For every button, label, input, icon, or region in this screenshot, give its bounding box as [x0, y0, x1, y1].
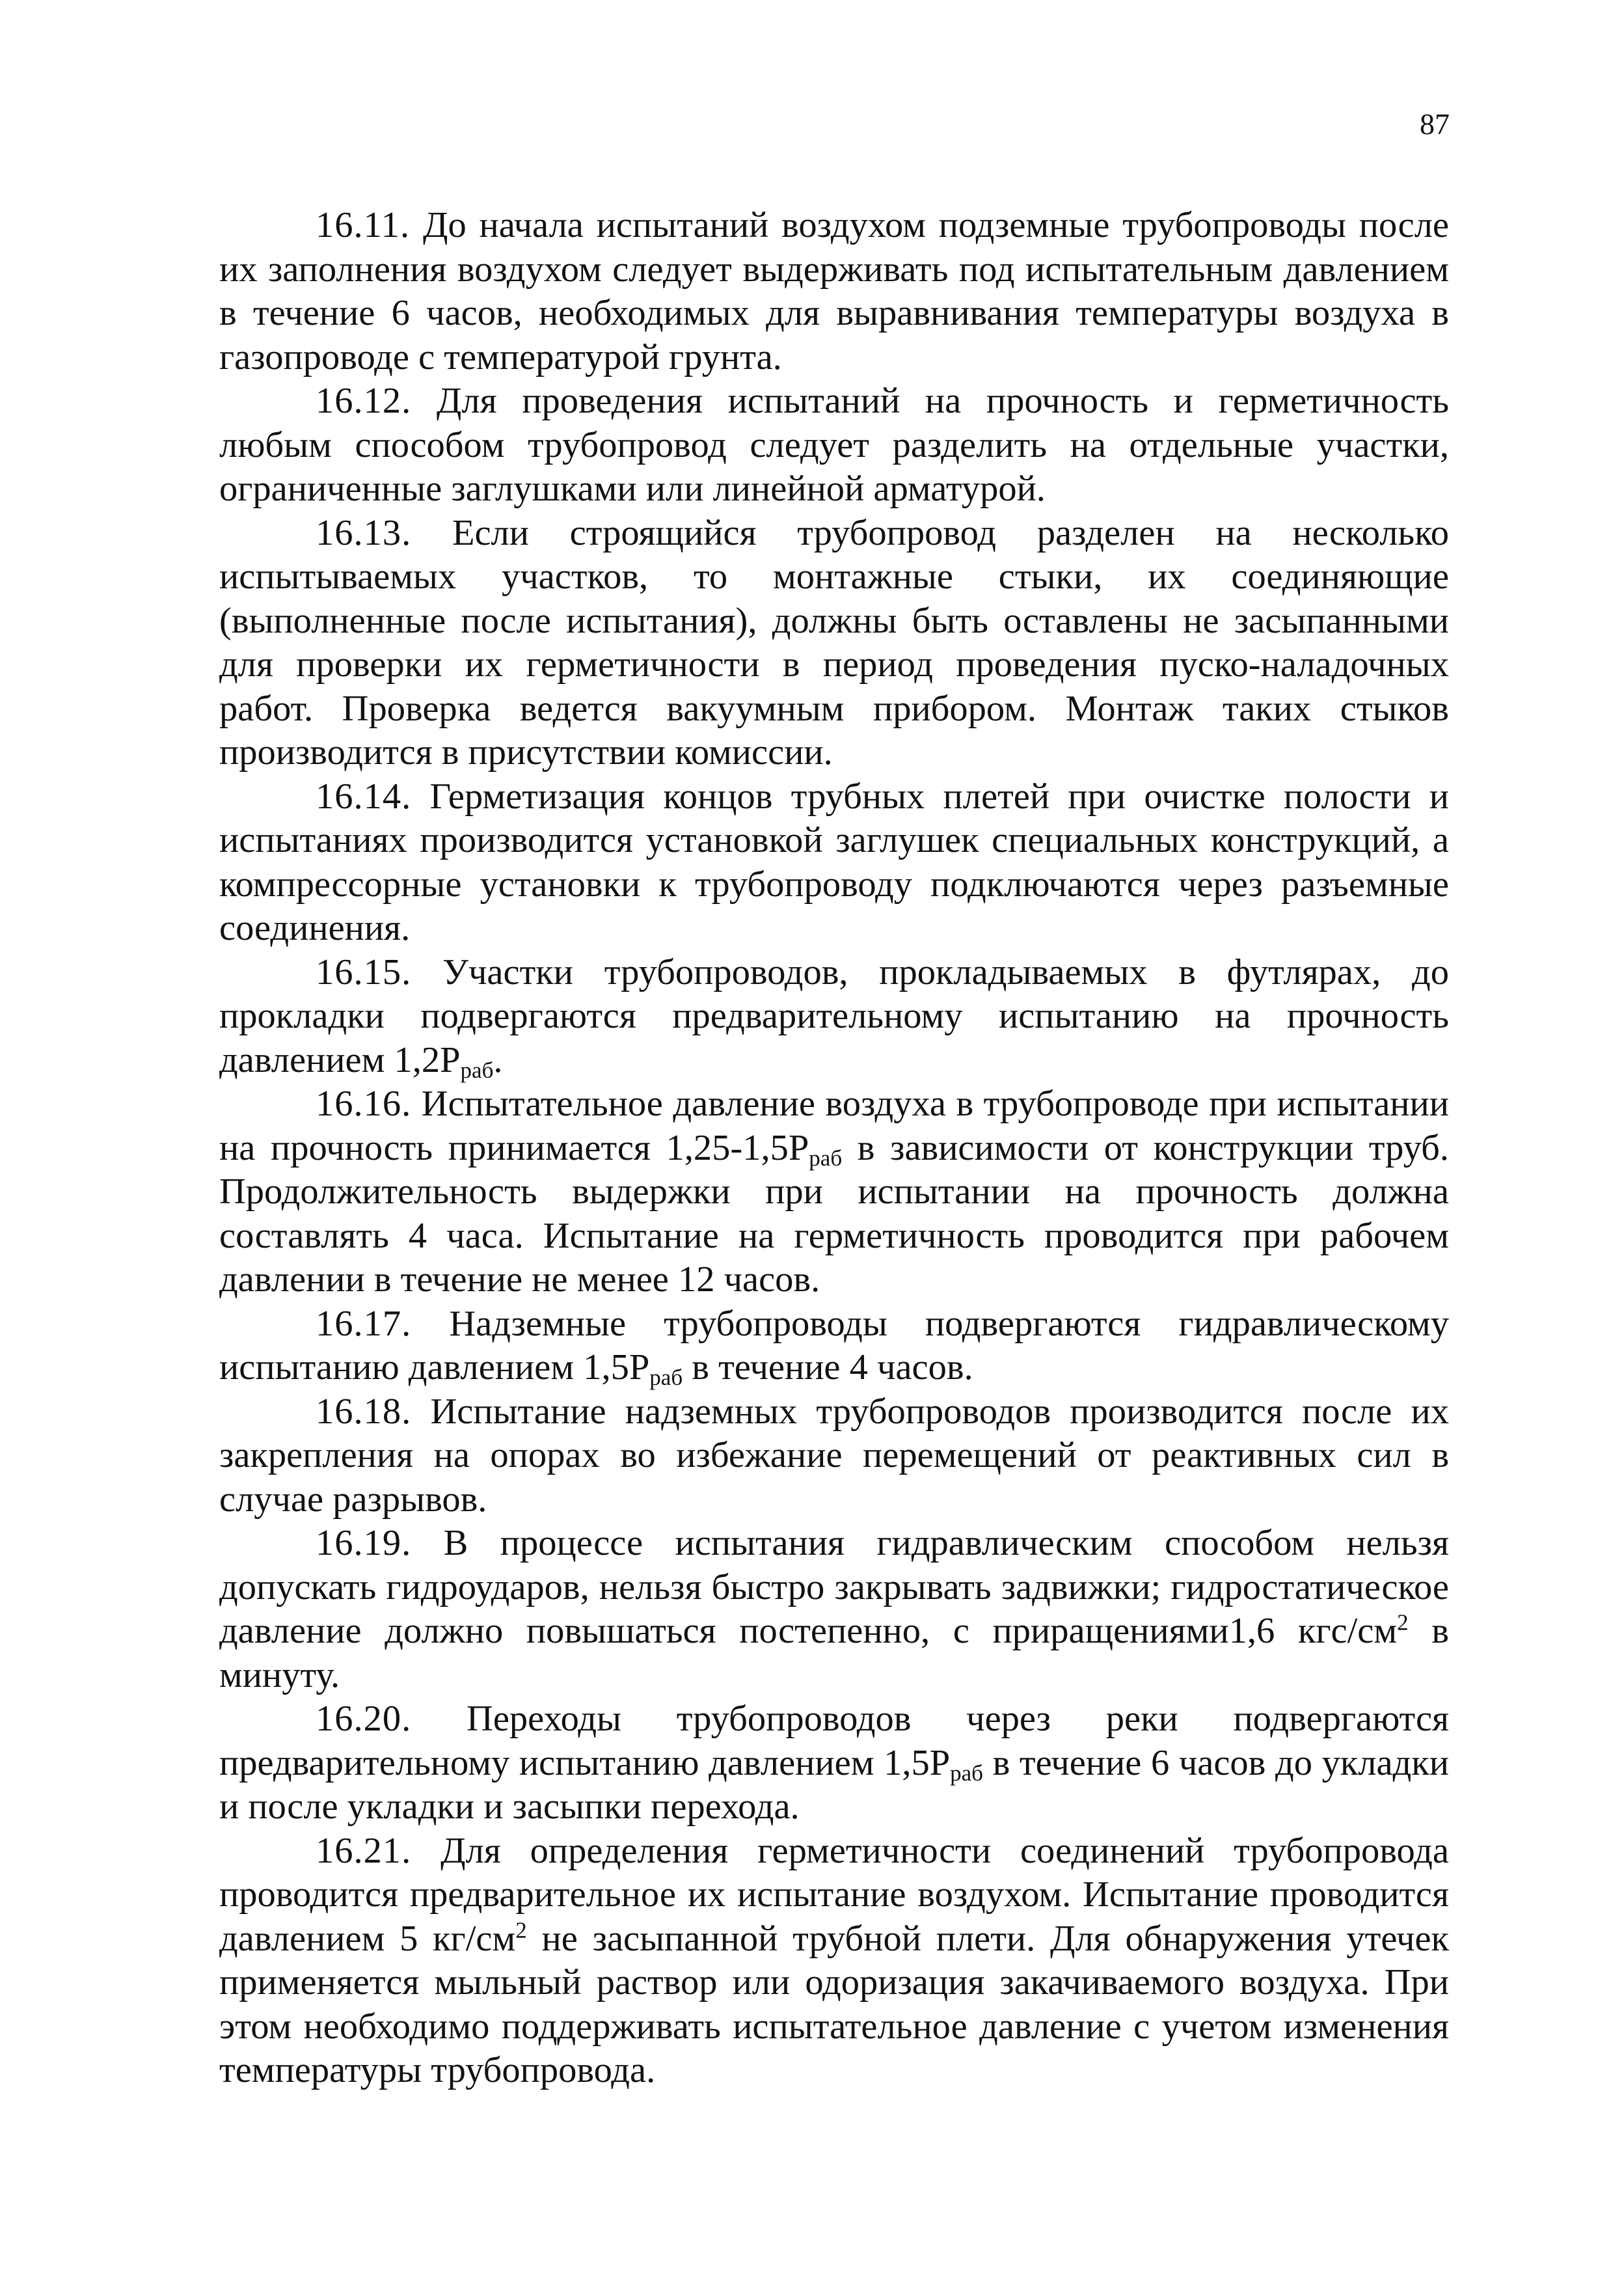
- subscript: раб: [950, 1760, 983, 1786]
- paragraph-text: В процессе испытания гидравлическим способом нельзя допускать гидроударов, нельзя быстро закрывать задвижки; гидростатическое давление должно повышаться постепенно, с приращениями1,6 кгс/см: [219, 1523, 1449, 1651]
- paragraph-text: в течение 6 часов до укладки и после укладки и засыпки перехода.: [219, 1742, 1449, 1827]
- paragraph-text: Испытательное давление воздуха в трубопроводе при испытании на прочность принимается 1,25-1,5Р: [219, 1084, 1450, 1168]
- paragraph-text: Переходы трубопроводов через реки подвергаются предварительному испытанию давлением 1,5Р: [219, 1699, 1450, 1783]
- paragraph-16-12: [219, 379, 1449, 512]
- subscript: раб: [460, 1057, 494, 1083]
- document-body: [219, 204, 1449, 2093]
- paragraph-text: не засыпанной трубной плети. Для обнаружения утечек применяется мыльный раствор или одоризация закачиваемого воздуха. При этом необходимо поддерживать испытательное давление с учетом изменения температуры трубопровода.: [219, 1918, 1449, 2090]
- paragraph-16-11: [219, 204, 1449, 379]
- paragraph-16-17: [219, 1302, 1449, 1390]
- paragraph-text: Участки трубопроводов, прокладываемых в футлярах, до прокладки подвергаются предварительному испытанию на прочность давлением 1,2Р: [219, 951, 1449, 1080]
- paragraph-number: 16.17.: [316, 1303, 412, 1344]
- paragraph-text: Герметизация концов трубных плетей при очистке полости и испытаниях производится установкой заглушек специальных конструкций, а компрессорные установки к трубопроводу подключаются через разъемные соединения.: [219, 776, 1449, 948]
- paragraph-text: Если строящийся трубопровод разделен на несколько испытываемых участков, то монтажные стыки, их соединяющие (выполненные после испытания), должны быть оставлены не засыпанными для проверки их герметичности в период проведения пуско-наладочных работ. Проверка ведется вакуумным прибором. Монтаж таких стыков производится в присутствии комиссии.: [219, 512, 1450, 772]
- paragraph-text: в минуту.: [219, 1611, 1449, 1695]
- paragraph-text: Для проведения испытаний на прочность и герметичность любым способом трубопровод следует разделить на отдельные участки, ограниченные заглушками или линейной арматурой.: [219, 381, 1449, 509]
- paragraph-text: в зависимости от конструкции труб. Продолжительность выдержки при испытании на прочность должна составлять 4 часа. Испытание на герметичность проводится при рабочем давлении в течение не менее 12 часов.: [219, 1127, 1449, 1300]
- superscript: 2: [1397, 1609, 1409, 1635]
- paragraph-16-15: [219, 951, 1449, 1083]
- paragraph-text: Испытание надземных трубопроводов производится после их закрепления на опорах во избежание перемещений от реактивных сил в случае разрывов.: [219, 1391, 1450, 1520]
- paragraph-16-20: [219, 1697, 1449, 1829]
- paragraph-number: 16.12.: [316, 381, 412, 421]
- paragraph-16-19: [219, 1522, 1449, 1697]
- subscript: раб: [649, 1364, 683, 1390]
- paragraph-number: 16.20.: [316, 1699, 412, 1739]
- paragraph-number: 16.14.: [316, 776, 412, 817]
- page-number: 87: [1420, 107, 1450, 141]
- paragraph-number: 16.11.: [316, 205, 411, 245]
- paragraph-number: 16.15.: [316, 951, 412, 992]
- paragraph-text: Для определения герметичности соединений трубопровода проводится предварительное их испытание воздухом. Испытание проводится давлением 5 кг/см: [219, 1830, 1449, 1959]
- paragraph-text: Надземные трубопроводы подвергаются гидравлическому испытанию давлением 1,5Р: [219, 1303, 1449, 1388]
- paragraph-16-18: [219, 1390, 1449, 1522]
- paragraph-16-21: [219, 1829, 1449, 2093]
- paragraph-16-16: [219, 1082, 1449, 1302]
- paragraph-16-13: [219, 512, 1449, 775]
- paragraph-16-14: [219, 775, 1449, 951]
- paragraph-number: 16.19.: [316, 1523, 412, 1563]
- paragraph-number: 16.18.: [316, 1391, 412, 1432]
- paragraph-number: 16.13.: [316, 512, 412, 553]
- paragraph-text: в течение 4 часов.: [683, 1347, 973, 1388]
- paragraph-text: .: [493, 1039, 503, 1080]
- paragraph-number: 16.21.: [316, 1830, 412, 1871]
- paragraph-number: 16.16.: [316, 1084, 412, 1124]
- subscript: раб: [809, 1145, 843, 1171]
- paragraph-text: До начала испытаний воздухом подземные трубопроводы после их заполнения воздухом следует выдерживать под испытательным давлением в течение 6 часов, необходимых для выравнивания температуры воздуха в газопроводе с температурой грунта.: [219, 205, 1450, 377]
- superscript: 2: [515, 1917, 527, 1943]
